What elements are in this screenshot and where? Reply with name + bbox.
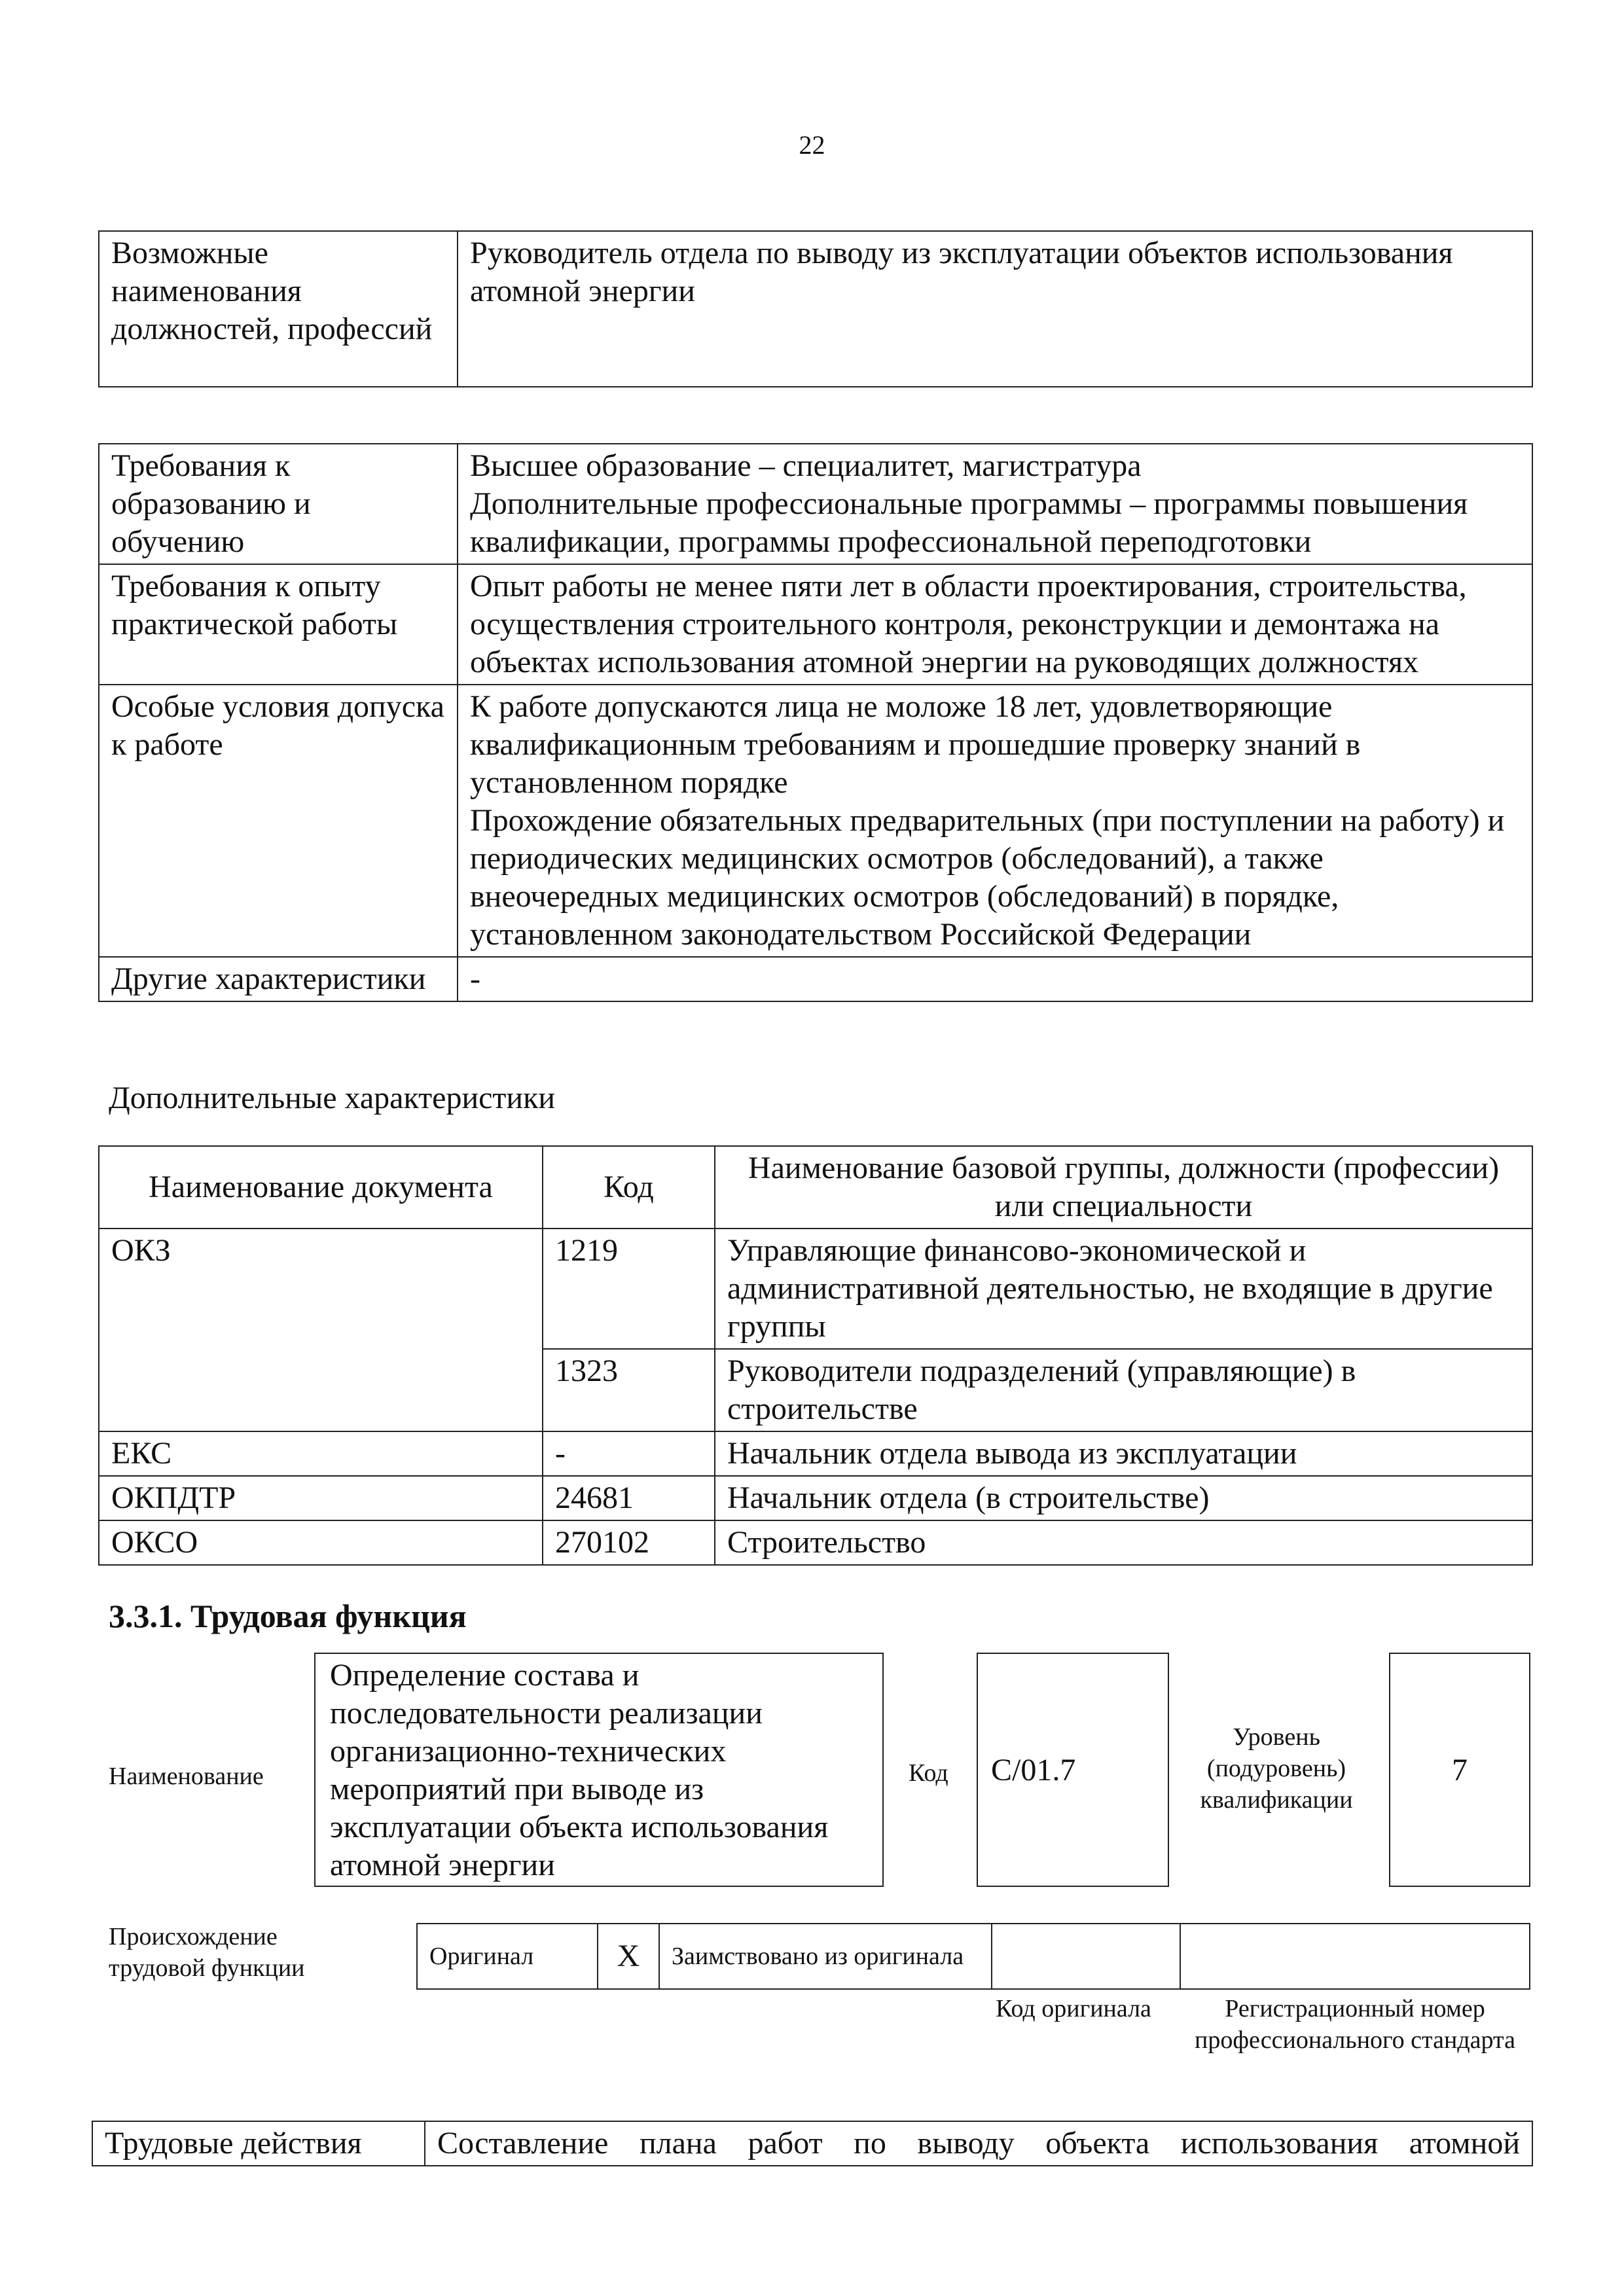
header-doc: Наименование документа [99,1146,543,1229]
origin-code-original-cell [992,1924,1180,1989]
requirements-row-special-conditions [99,685,1532,957]
row-doc: ЕКС [99,1431,543,1476]
special-conditions-label: Особые условия допуска к работе [99,685,458,957]
positions-value: Руководитель отдела по выводу из эксплуатации объектов использования атомной энергии [458,231,1532,387]
level-label: Уровень (подуровень) квалификации [1200,1723,1353,1814]
origin-original-label: Оригинал [417,1924,598,1989]
actions-label: Трудовые действия [92,2121,425,2166]
table-row [99,1520,1532,1565]
requirements-row-experience [99,564,1532,685]
row-code: 1219 [543,1229,715,1349]
experience-value [458,564,1532,685]
row-doc: ОКСО [99,1520,543,1565]
origin-borrowed-label: Заимствовано из оригинала [659,1924,992,1989]
positions-label: Возможные наименования должностей, профессий [99,231,458,387]
row-code: 1323 [543,1349,715,1431]
row-name: Управляющие финансово-экономической и административной деятельностью, не входящие в другие группы [715,1229,1532,1349]
row-code: 24681 [543,1476,715,1520]
requirements-table [98,443,1533,1002]
labor-function-name: Определение состава и последовательности реализации организационно-технических мероприятий при выводе из эксплуатации объекта использования атомной энергии [314,1653,884,1887]
row-doc: ОКЗ [99,1229,543,1431]
special-conditions-line-2: Прохождение обязательных предварительных (при поступлении на работу) и периодических медицинских осмотров (обследований), а также внеочередных медицинских осмотров (обследований) в порядке, установленном законодательством Российской Федерации [470,803,1505,952]
special-conditions-value [458,685,1532,957]
page-number: 22 [799,130,825,160]
origin-table [416,1923,1530,1990]
additional-header-row [99,1146,1532,1229]
labor-function-heading: 3.3.1. Трудовая функция [109,1598,467,1634]
education-line-2: Дополнительные профессиональные программы – программы повышения квалификации, программы профессиональной переподготовки [470,486,1468,559]
labor-function-code: C/01.7 [977,1653,1169,1887]
other-value [458,957,1532,1001]
requirements-row-education [99,444,1532,564]
education-line-1: Высшее образование – специалитет, магистратура [470,448,1142,483]
actions-first-text: Составление плана работ по выводу объекта использования атомной [425,2121,1532,2166]
requirements-row-other [99,957,1532,1001]
special-conditions-line-1: К работе допускаются лица не моложе 18 лет, удовлетворяющие квалификационным требованиям и прошедшие проверку знаний в установленном порядке [470,689,1361,800]
positions-table [98,230,1533,387]
actions-table [92,2121,1533,2166]
additional-table [98,1145,1533,1566]
header-code: Код [543,1146,715,1229]
row-doc: ОКПДТР [99,1476,543,1520]
table-row [99,1229,1532,1349]
other-label: Другие характеристики [99,957,458,1001]
education-value [458,444,1532,564]
experience-label: Требования к опыту практической работы [99,564,458,685]
row-name: Строительство [715,1520,1532,1565]
code-original-label: Код оригинала [996,1995,1151,2022]
additional-heading: Дополнительные характеристики [109,1081,556,1115]
experience-line-1: Опыт работы не менее пяти лет в области проектирования, строительства, осуществления строительного контроля, реконструкции и демонтажа на объектах использования атомной энергии на руководящих должностях [470,569,1467,679]
other-line-1: - [470,961,480,996]
table-row [99,1476,1532,1520]
origin-label: Происхождение трудовой функции [109,1923,305,1982]
header-name: Наименование базовой группы, должности (профессии) или специальности [715,1146,1532,1229]
row-name: Руководители подразделений (управляющие) в строительстве [715,1349,1532,1431]
table-row [99,1431,1532,1476]
row-name: Начальник отдела вывода из эксплуатации [715,1431,1532,1476]
education-label: Требования к образованию и обучению [99,444,458,564]
origin-reg-number-cell [1180,1924,1530,1989]
row-code: - [543,1431,715,1476]
labor-function-level: 7 [1389,1653,1530,1887]
origin-original-mark: X [598,1924,659,1989]
code-label: Код [909,1759,948,1787]
reg-number-label: Регистрационный номер профессионального стандарта [1195,1995,1515,2054]
row-code: 270102 [543,1520,715,1565]
row-name: Начальник отдела (в строительстве) [715,1476,1532,1520]
name-label: Наименование [109,1763,264,1790]
